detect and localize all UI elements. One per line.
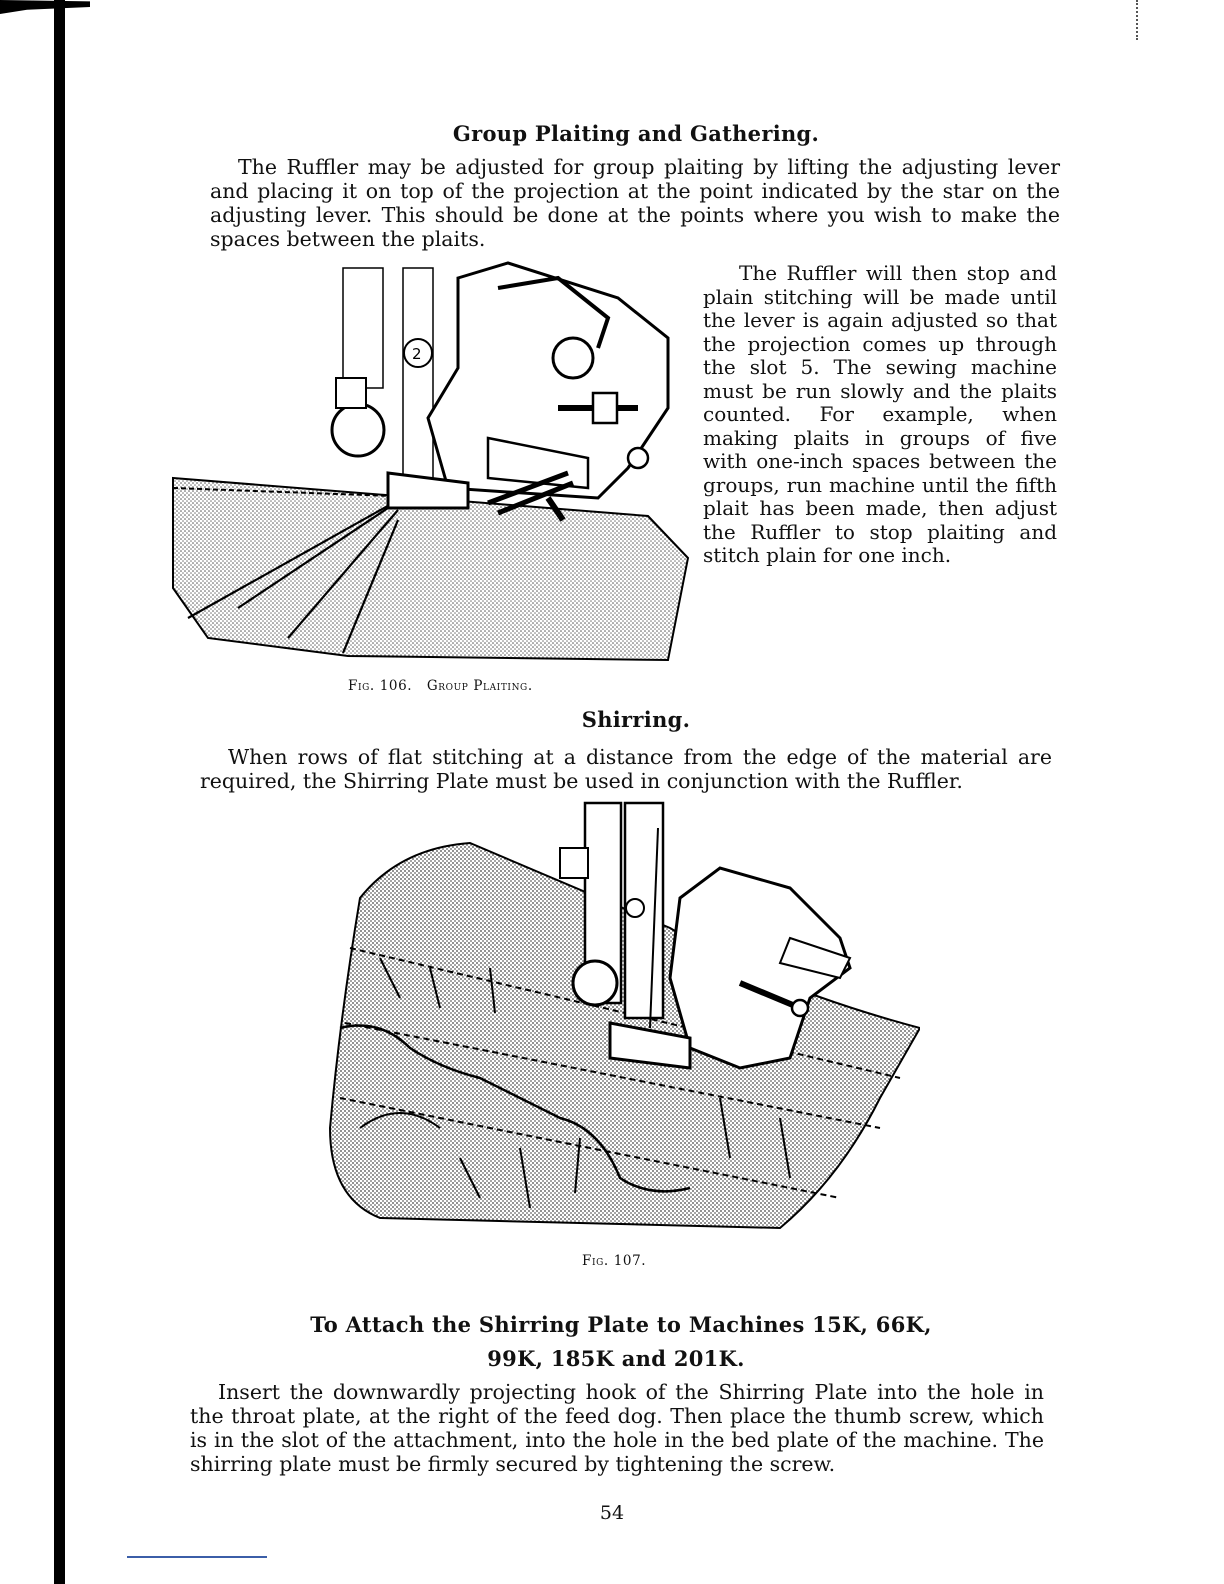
scan-corner-mark — [0, 0, 90, 14]
paragraph-ruffler-stop: The Ruffler will then stop and plain stitching will be made until the lever is again adjusted so that the projection comes up through the slot 5. The sewing machine must be run slowly and the plaits counted. For example, when making plaits in groups of five with one-inch spaces between the groups, run machine until the fifth plait has been made, then adjust the Ruffler to stop plaiting and stitch plain for one inch. — [703, 261, 1057, 567]
page-number: 54 — [599, 1502, 625, 1524]
section-title-attach-line1: To Attach the Shirring Plate to Machines 15K, 66K, — [310, 1312, 932, 1337]
scan-right-edge — [1136, 0, 1140, 40]
footer-rule — [127, 1556, 267, 1558]
figure-106-number: Fig. 106. — [348, 678, 413, 694]
figure-107-shirring — [320, 798, 920, 1233]
figure-106-title: Group Plaiting. — [426, 678, 533, 694]
figure-106-group-plaiting — [168, 258, 698, 678]
paragraph-shirring-intro: When rows of flat stitching at a distance from the edge of the material are required, the Shirring Plate must be used in conjunction with the Ruffler. — [200, 745, 1052, 793]
paragraph-attach-shirring-plate: Insert the downwardly projecting hook of the Shirring Plate into the hole in the throat plate, at the right of the feed dog. Then place the thumb screw, which is in the slot of the attachment, into the hole in the bed plate of the machine. The shirring plate must be firmly secured by tightening the screw. — [190, 1380, 1044, 1476]
section-title-group-plaiting: Group Plaiting and Gathering. — [452, 121, 820, 146]
figure-106-caption — [348, 678, 533, 694]
section-title-shirring: Shirring. — [581, 707, 691, 732]
svg-text:2: 2 — [412, 345, 422, 363]
figure-107-caption: Fig. 107. — [582, 1253, 647, 1269]
paragraph-group-plaiting-intro: The Ruffler may be adjusted for group plaiting by lifting the adjusting lever and placing it on top of the projection at the point indicated by the star on the adjusting lever. This should be done at the points where you wish to make the spaces between the plaits. — [210, 155, 1060, 251]
section-title-attach-line2: 99K, 185K and 201K. — [487, 1346, 745, 1371]
